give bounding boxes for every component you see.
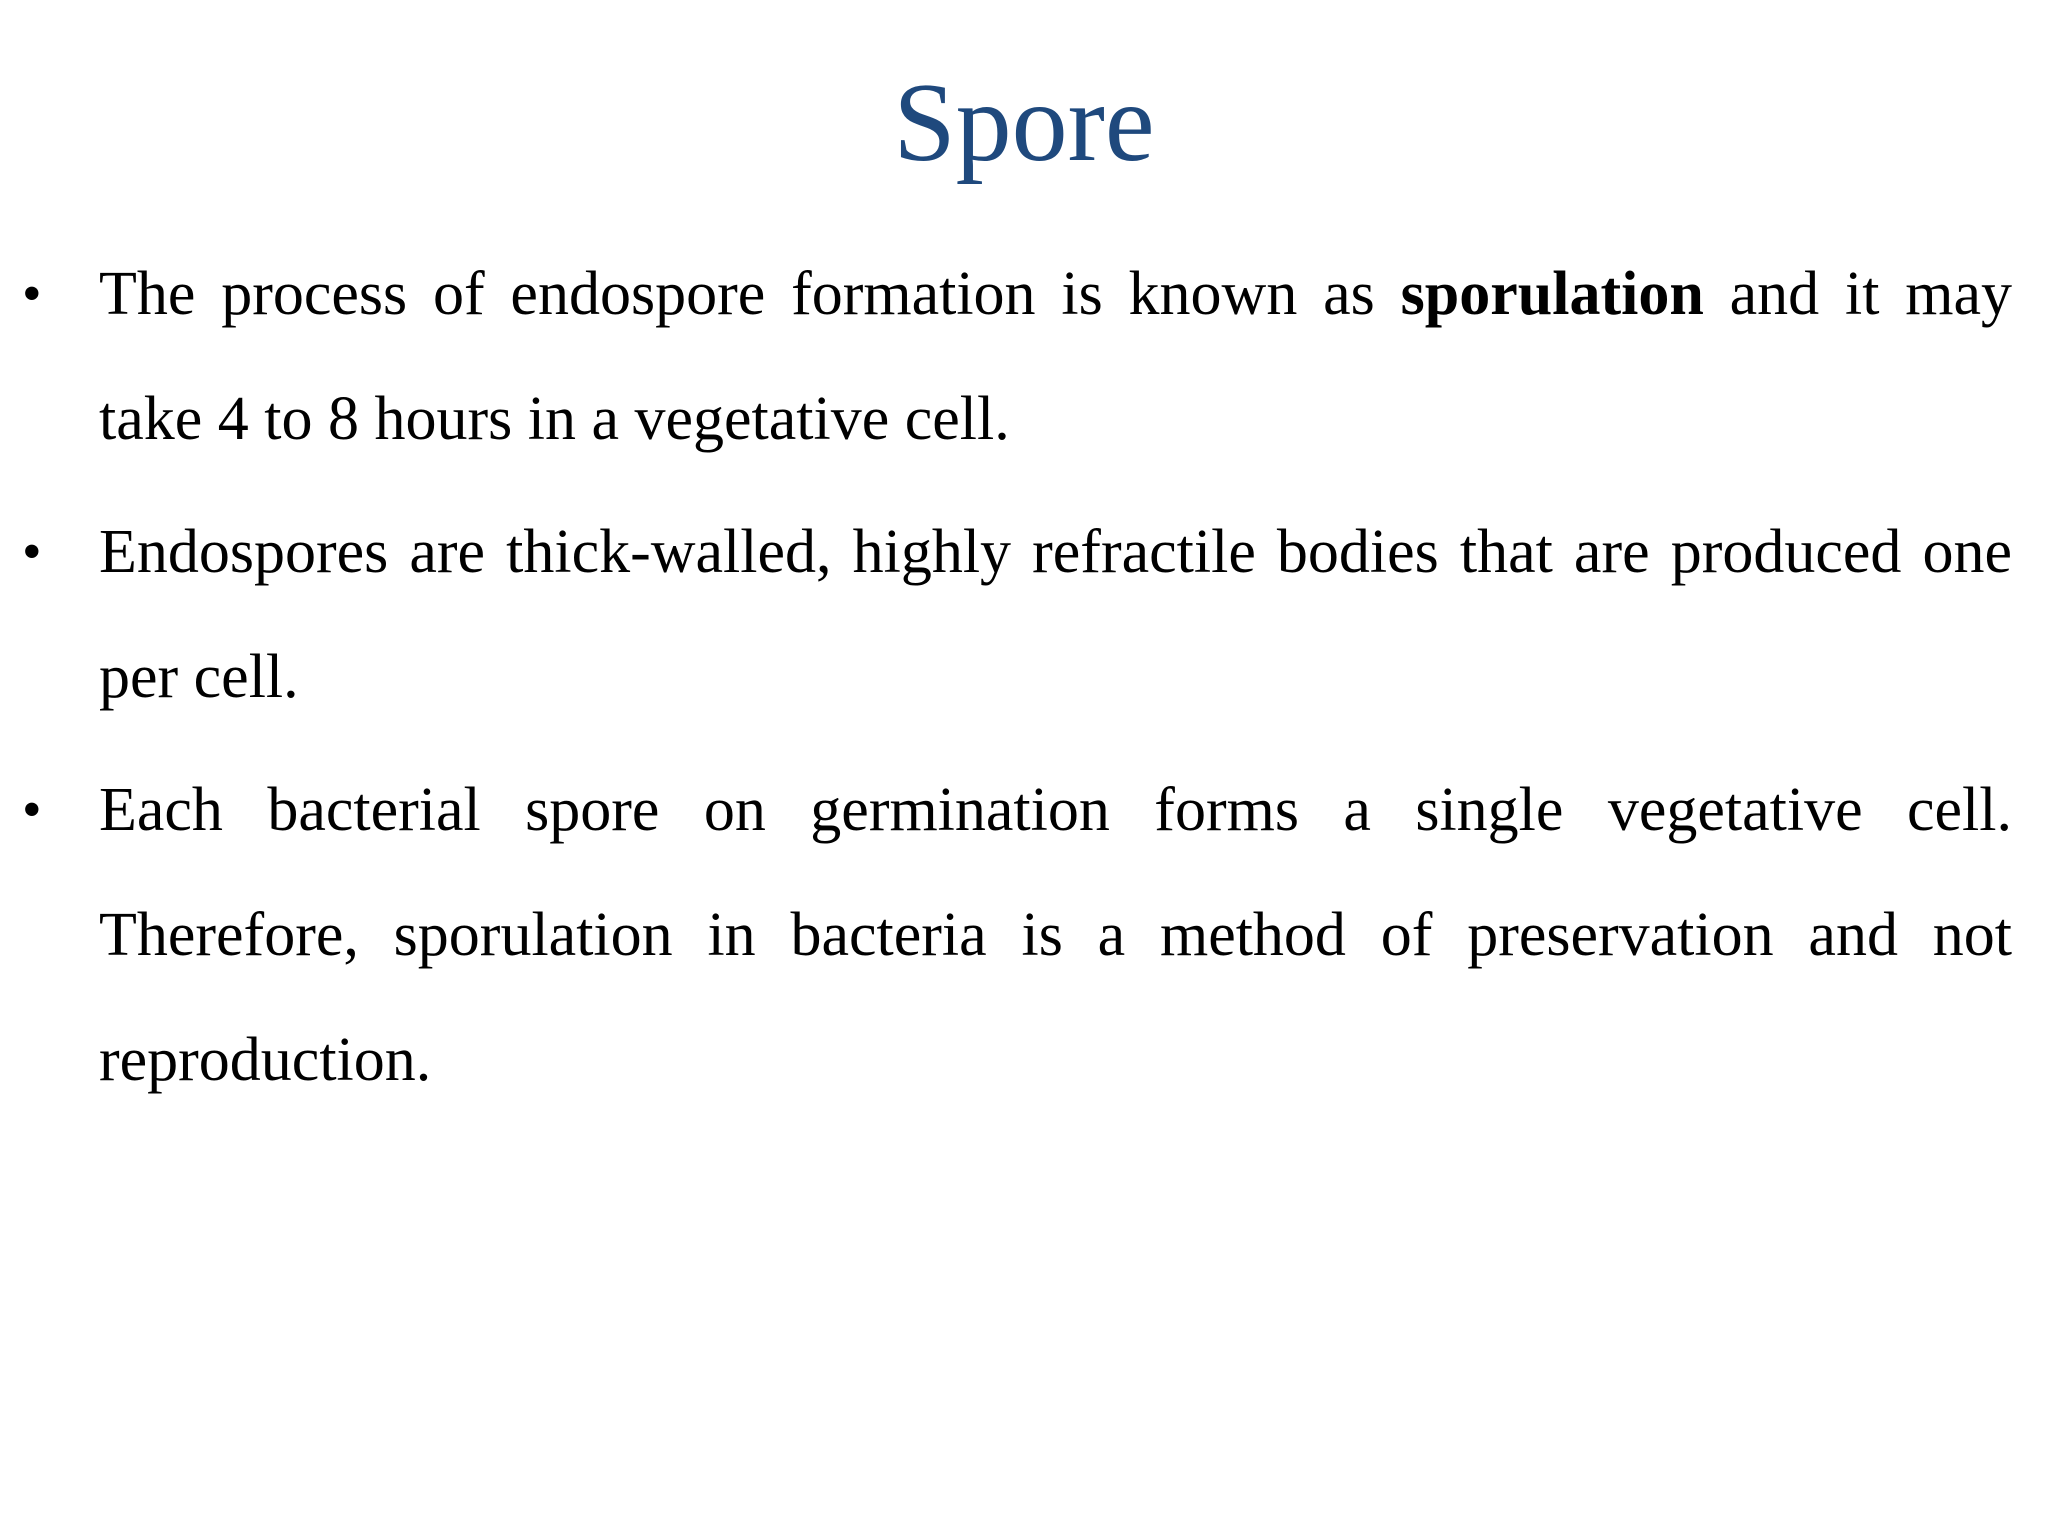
bullet-item-sporulation: [0, 232, 2048, 482]
bullet-item-endospores: [0, 490, 2048, 740]
bullet-item-germination: [0, 748, 2048, 1123]
bold-term-sporulation: sporulation: [1400, 260, 1704, 328]
slide-title: Spore: [893, 61, 1155, 185]
bullet-dot-icon: •: [22, 779, 42, 841]
bullet-text: Endospores are thick-walled, highly refractile bodies that are produced one per cell.: [99, 518, 2012, 711]
bullet-dot-icon: •: [22, 521, 42, 583]
bullet-text: Each bacterial spore on germination forms a single vegetative cell. Therefore, sporulation in bacteria is a method of preservation and not reproduction.: [99, 776, 2012, 1094]
bullet-list: [0, 232, 2048, 1131]
bullet-text-before: The process of endospore formation is known as: [99, 260, 1401, 328]
bullet-dot-icon: •: [22, 263, 42, 325]
bullet-text-after: and it may take 4 to 8 hours in a vegetative cell.: [99, 260, 2012, 453]
